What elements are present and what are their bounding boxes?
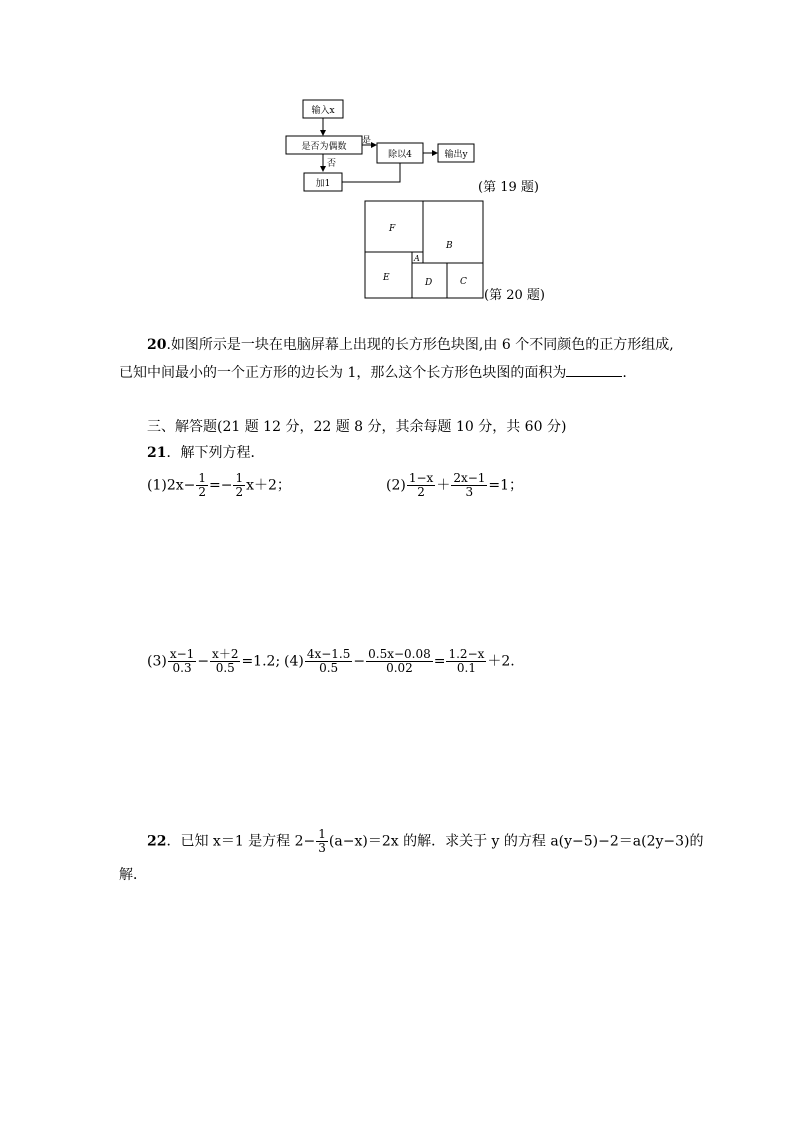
fraction: $\frac{0.5x-0.08}{0.02}$ [368,647,431,675]
fraction: $\frac{x-1}{0.3}$ [169,647,195,675]
figure-20-caption: (第 20 题) [484,288,545,303]
flow-no-label: 否 [327,159,337,169]
equation-21-1: (1)2x− $\frac{1}{2}$ =− $\frac{1}{2}$ x＋2； [147,471,291,499]
squares-figure-20 [364,200,486,300]
square-label-F: F [389,224,396,234]
question-21-number: 21 [147,445,167,461]
fraction: $\frac{1}{3}$ [318,827,326,855]
square-label-B: B [446,241,453,251]
fraction: $\frac{1}{2}$ [235,471,244,499]
flowchart-figure-19 [280,95,480,195]
question-20-number: 20 [147,337,167,353]
square-label-D: D [425,278,433,288]
fraction: $\frac{x+2}{0.5}$ [212,647,239,675]
fraction: $\frac{2x-1}{3}$ [453,471,486,499]
square-label-C: C [460,277,467,287]
flow-check-label: 是否为偶数 [301,142,347,152]
answer-blank[interactable] [566,364,622,377]
question-20-line1 [147,336,674,354]
equation-21-2: (2) $\frac{1-x}{2}$ ＋ $\frac{2x-1}{3}$ =1； [386,471,524,499]
question-20-text-2: 已知中间最小的一个正方形的边长为 1，那么这个长方形色块图的面积为 [119,365,567,381]
flow-divide-label: 除以4 [388,150,412,160]
flow-input-label: 输入x [311,106,335,116]
flow-add-label: 加1 [315,179,331,189]
section-3-heading: 三、解答题(21 题 12 分，22 题 8 分，其余每题 10 分，共 60 分) [147,419,567,435]
equation-21-3: (3) $\frac{x-1}{0.3}$ − $\frac{x+2}{0.5}$ =1.2; [147,647,281,675]
question-20-text-1: .如图所示是一块在电脑屏幕上出现的长方形色块图,由 6 个不同颜色的正方形组成, [166,337,674,353]
question-21-title: 21．解下列方程． [147,445,265,461]
figure-19-caption: (第 19 题) [478,180,539,195]
flow-output-label: 输出y [444,150,468,160]
equation-21-4: (4) $\frac{4x-1.5}{0.5}$ − $\frac{0.5x-0.08}{0.02}$ = $\frac{1.2-x}{0.1}$ ＋2. [284,647,515,675]
fraction: $\frac{4x-1.5}{0.5}$ [306,647,351,675]
question-22-line2: 解． [119,867,147,883]
question-22-number: 22 [147,833,167,850]
fraction: $\frac{1-x}{2}$ [408,471,434,499]
question-20-line2: 已知中间最小的一个正方形的边长为 1，那么这个长方形色块图的面积为 . [119,365,627,381]
fraction: $\frac{1.2-x}{0.1}$ [448,647,485,675]
question-22-line1: 22．已知 x＝1 是方程 2− $\frac{1}{3}$ (a−x)＝2x 的解．求关于 y 的方程 a(y−5)−2＝a(2y−3)的 [147,827,704,855]
square-label-E: E [383,273,390,283]
square-label-A: A [414,254,420,263]
flow-yes-label: 是 [362,136,372,146]
fraction: $\frac{1}{2}$ [198,471,207,499]
